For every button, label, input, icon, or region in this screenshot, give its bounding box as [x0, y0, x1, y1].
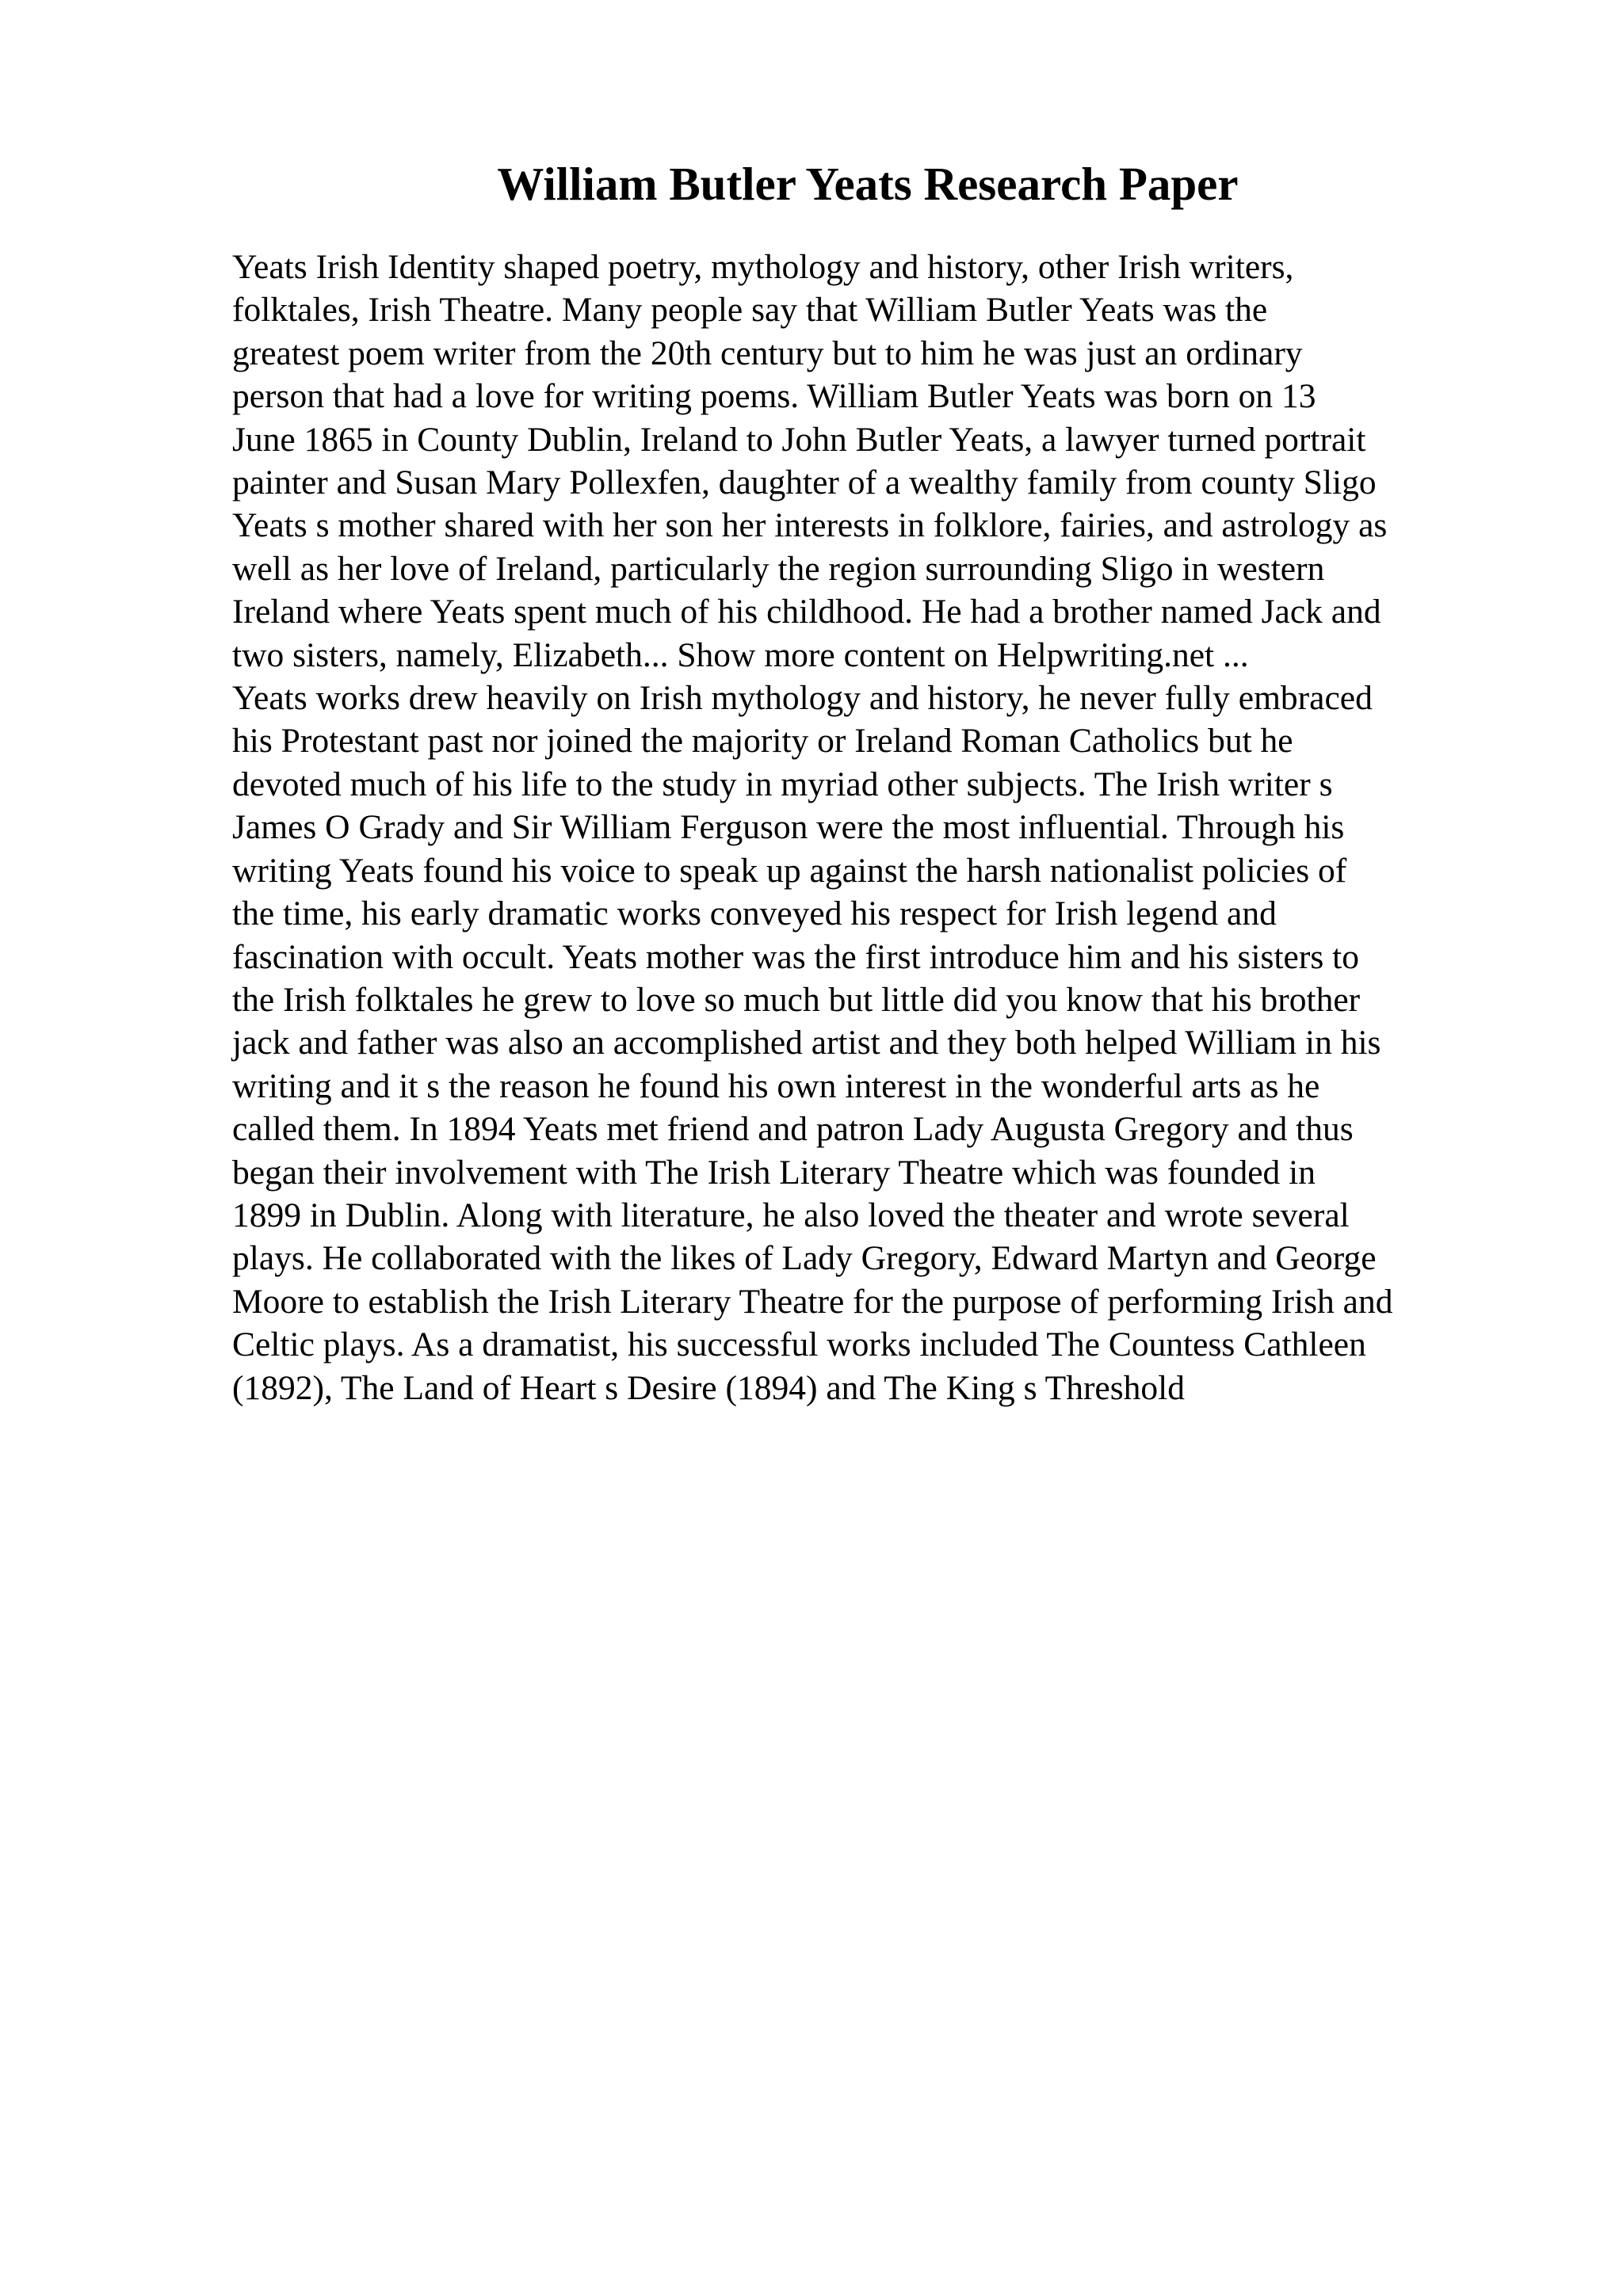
- text-line: person that had a love for writing poems. William Butler Yeats was born on 13: [232, 377, 1316, 416]
- text-line: his Protestant past nor joined the majority or Ireland Roman Catholics but he: [232, 722, 1293, 761]
- text-line: Moore to establish the Irish Literary Theatre for the purpose of performing Irish and: [232, 1282, 1393, 1321]
- text-line: the time, his early dramatic works conveyed his respect for Irish legend and: [232, 894, 1277, 933]
- text-line: June 1865 in County Dublin, Ireland to John Butler Yeats, a lawyer turned portrait: [232, 420, 1366, 459]
- text-line: Yeats s mother shared with her son her interests in folklore, fairies, and astrology as: [232, 506, 1388, 545]
- text-line: called them. In 1894 Yeats met friend and patron Lady Augusta Gregory and thus: [232, 1110, 1354, 1149]
- text-line: began their involvement with The Irish Literary Theatre which was founded in: [232, 1153, 1316, 1192]
- text-line: painter and Susan Mary Pollexfen, daughter of a wealthy family from county Sligo: [232, 463, 1377, 502]
- text-line: jack and father was also an accomplished artist and they both helped William in his: [232, 1024, 1381, 1062]
- text-line: writing Yeats found his voice to speak up against the harsh nationalist policies of: [232, 851, 1347, 890]
- text-line: writing and it s the reason he found his own interest in the wonderful arts as he: [232, 1066, 1320, 1105]
- text-line: the Irish folktales he grew to love so much but little did you know that his brother: [232, 980, 1361, 1019]
- text-line: 1899 in Dublin. Along with literature, he also loved the theater and wrote several: [232, 1196, 1350, 1234]
- page-title: William Butler Yeats Research Paper: [497, 158, 1239, 210]
- text-line: plays. He collaborated with the likes of Lady Gregory, Edward Martyn and George: [232, 1239, 1377, 1278]
- text-line: Yeats Irish Identity shaped poetry, mythology and history, other Irish writers,: [232, 248, 1294, 286]
- text-line: greatest poem writer from the 20th century but to him he was just an ordinary: [232, 334, 1303, 372]
- body-text: [232, 246, 1500, 1409]
- text-line: fascination with occult. Yeats mother was the first introduce him and his sisters to: [232, 937, 1359, 976]
- text-line: two sisters, namely, Elizabeth... Show more content on Helpwriting.net ...: [232, 635, 1249, 674]
- text-line: devoted much of his life to the study in myriad other subjects. The Irish writer s: [232, 765, 1333, 803]
- text-line: Ireland where Yeats spent much of his childhood. He had a brother named Jack and: [232, 593, 1381, 631]
- text-line: Celtic plays. As a dramatist, his successful works included The Countess Cathleen: [232, 1325, 1366, 1364]
- text-line: Yeats works drew heavily on Irish mythology and history, he never fully embraced: [232, 679, 1373, 718]
- text-line: James O Grady and Sir William Ferguson were the most influential. Through his: [232, 808, 1345, 847]
- text-line: (1892), The Land of Heart s Desire (1894) and The King s Threshold: [232, 1368, 1186, 1407]
- text-line: well as her love of Ireland, particularly the region surrounding Sligo in western: [232, 549, 1325, 588]
- text-line: folktales, Irish Theatre. Many people say that William Butler Yeats was the: [232, 291, 1268, 330]
